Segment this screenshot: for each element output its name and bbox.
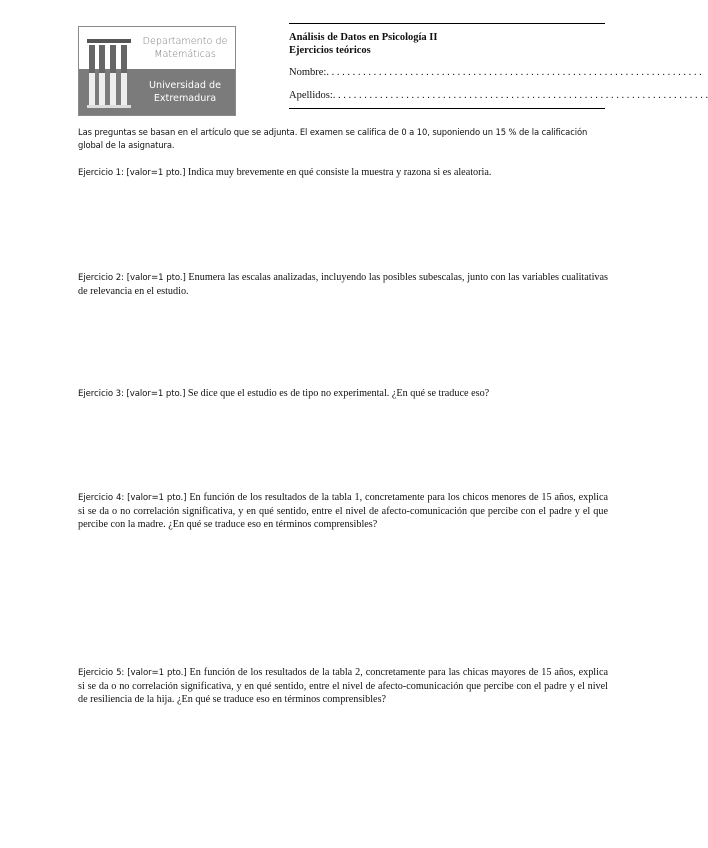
logo-department-line: Departamento de: [142, 36, 228, 47]
exercise-4: [78, 491, 608, 531]
university-emblem-icon: [85, 33, 133, 111]
exercise-label: Ejercicio 1: [valor=1 pto.]: [78, 168, 186, 178]
exercise-label: Ejercicio 2: [valor=1 pto.]: [78, 273, 186, 283]
name-dotted-line: . . . . . . . . . . . . . . . . . . . . . . . . . . . . . . . . . . . . . . . . . . . . . . . . . . . . . . . . . . . . . . . . . . . . . . . .: [326, 67, 702, 78]
logo-university-line: Universidad de: [148, 80, 222, 91]
course-title: Análisis de Datos en Psicología II: [289, 32, 438, 43]
exercise-text: En función de los resultados de la tabla 2, concretamente para las chicas mayores de 15 años, explica si se da o no correlación significativa, y en qué sentido, entre el nivel de afecto-comunicación que percibe con el padre y el nivel de resiliencia de la hija. ¿En qué se traduce eso en términos comprensibles?: [78, 667, 609, 705]
exercise-text: Indica muy brevemente en qué consiste la muestra y razona si es aleatoria.: [187, 167, 492, 178]
exercise-text: En función de los resultados de la tabla 1, concretamente para los chicos menores de 15 años, explica si se da o no correlación significativa, y en qué sentido, entre el nivel de afecto-comunicación que percibe con el padre y el que percibe con la madre. ¿En qué se traduce eso en términos comprensibles?: [78, 492, 609, 530]
header-top-rule: [289, 23, 605, 24]
exercise-5: [78, 666, 608, 706]
exercise-3: [78, 387, 608, 401]
exercise-label: Ejercicio 4: [valor=1 pto.]: [78, 493, 187, 503]
logo-department-line: Matemáticas: [154, 49, 216, 60]
sheet-subtitle: Ejercicios teóricos: [289, 45, 371, 56]
exercise-2: [78, 271, 608, 298]
exercise-1: [78, 166, 608, 180]
logo-department-text: [137, 35, 233, 61]
surname-label: Apellidos:: [289, 90, 333, 101]
header-bottom-rule: [289, 108, 605, 109]
exercise-label: Ejercicio 3: [valor=1 pto.]: [78, 389, 186, 399]
surname-field[interactable]: [289, 89, 708, 102]
exercise-text: Se dice que el estudio es de tipo no experimental. ¿En qué se traduce eso?: [187, 388, 490, 399]
department-logo: [78, 26, 236, 116]
logo-university-text: [137, 79, 233, 105]
surname-dotted-line: . . . . . . . . . . . . . . . . . . . . . . . . . . . . . . . . . . . . . . . . . . . . . . . . . . . . . . . . . . . . . . . . . . . . . . . .: [332, 90, 708, 101]
name-field[interactable]: [289, 66, 702, 79]
logo-university-line: Extremadura: [153, 93, 217, 104]
name-label: Nombre:: [289, 67, 327, 78]
instructions-paragraph: Las preguntas se basan en el artículo que se adjunta. El examen se califica de 0 a 10, suponiendo un 15 % de la calificación global de la asignatura.: [78, 127, 588, 150]
exercise-label: Ejercicio 5: [valor=1 pto.]: [78, 668, 187, 678]
exercise-text: Enumera las escalas analizadas, incluyendo las posibles subescalas, junto con las variables cualitativas de relevancia en el estudio.: [78, 272, 608, 297]
